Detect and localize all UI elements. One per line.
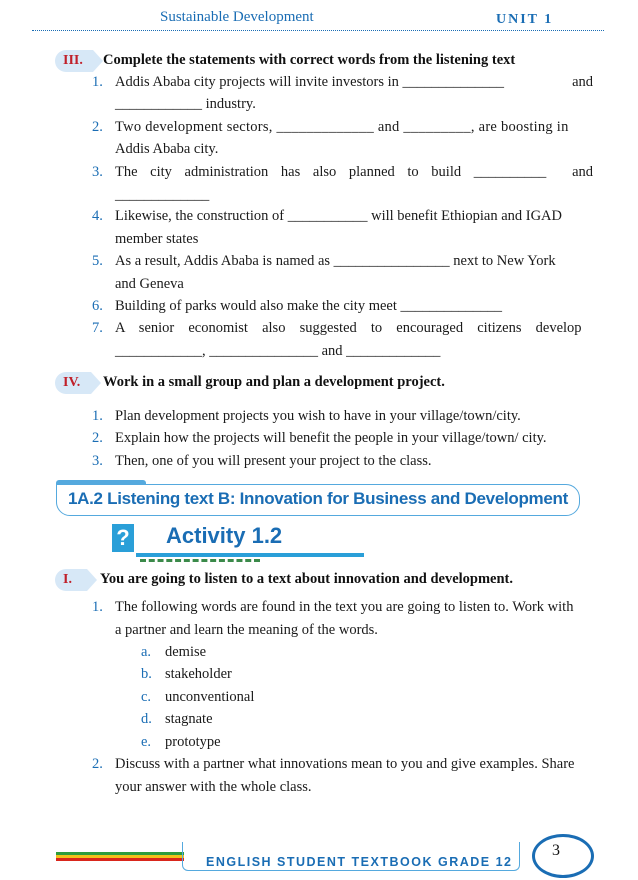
item-text: Addis Ababa city projects will invite investors in ______________ [115,74,505,90]
item-line: a partner and learn the meaning of the words. [115,622,378,638]
item-line: Discuss with a partner what innovations mean to you and give examples. Share [115,756,575,772]
item-number: 7. [92,320,103,336]
item-number: 1. [92,74,103,90]
item-text: The city administration has also planned to build __________ [115,164,547,180]
activity-dash-line [140,559,260,562]
vocab-word: unconventional [165,689,255,705]
vocab-word: demise [165,644,207,660]
item-line: Two development sectors, _____________ and _________, are boosting in [115,119,569,135]
vocab-word: stakeholder [165,666,232,682]
footer-book-title [206,855,513,869]
section-badge-iii: III. [55,50,93,72]
item-line [115,74,593,91]
item-number: 1. [92,599,103,615]
item-number: 2. [92,430,103,446]
item-line: The following words are found in the text you are going to listen to. Work with [115,599,574,615]
item-line: your answer with the whole class. [115,779,312,795]
vocab-word: stagnate [165,711,213,727]
item-line: ____________, _______________ and _____________ [115,343,441,359]
item-line: Building of parks would also make the city meet ______________ [115,298,503,314]
page-number-badge [532,834,594,878]
item-number: 2. [92,756,103,772]
word-letter: e. [141,734,152,750]
item-number: 3. [92,453,103,469]
header-divider [32,30,604,31]
footer-title-text: ENGLISH STUDENT TEXTBOOK [206,855,433,869]
item-number: 3. [92,164,103,180]
section-iv-instruction: Work in a small group and plan a development project. [103,374,445,390]
item-number: 6. [92,298,103,314]
item-number: 2. [92,119,103,135]
word-letter: a. [141,644,152,660]
item-line: A senior economist also suggested to encouraged citizens develop [115,320,582,336]
running-header-title: Sustainable Development [160,9,314,25]
word-letter: d. [141,711,152,727]
word-letter: c. [141,689,152,705]
item-line: Addis Ababa city. [115,141,219,157]
item-number: 4. [92,208,103,224]
section-badge-iv: IV. [55,372,91,394]
item-line: Then, one of you will present your project to the class. [115,453,432,469]
item-line [115,164,593,181]
item-line: member states [115,231,199,247]
activity-underline [136,553,364,557]
section-i-instruction: You are going to listen to a text about innovation and development. [100,571,514,587]
footer-grade: GRADE 12 [437,855,513,869]
item-text: and [572,164,593,180]
section-badge-i: I. [55,569,87,591]
item-line: Likewise, the construction of ___________ will benefit Ethiopian and IGAD [115,208,562,224]
item-number: 5. [92,253,103,269]
item-line: _____________ [115,187,210,203]
item-number: 1. [92,408,103,424]
word-letter: b. [141,666,152,682]
section-iii-instruction: Complete the statements with correct words from the listening text [103,52,516,68]
vocab-word: prototype [165,734,221,750]
activity-title: Activity 1.2 [166,523,283,548]
flag-stripe-red [56,858,184,861]
item-line: ____________ industry. [115,96,256,112]
item-line: As a result, Addis Ababa is named as ________________ next to New York [115,253,556,269]
item-line: Plan development projects you wish to have in your village/town/city. [115,408,521,424]
item-text: and [572,74,593,90]
item-line: Explain how the projects will benefit the people in your village/town/ city. [115,430,547,446]
question-mark-icon: ? [112,524,134,552]
section-heading: 1A.2 Listening text B: Innovation for Business and Development [68,489,568,508]
page-number: 3 [552,842,560,859]
item-line: and Geneva [115,276,184,292]
unit-label: UNIT 1 [496,12,554,27]
